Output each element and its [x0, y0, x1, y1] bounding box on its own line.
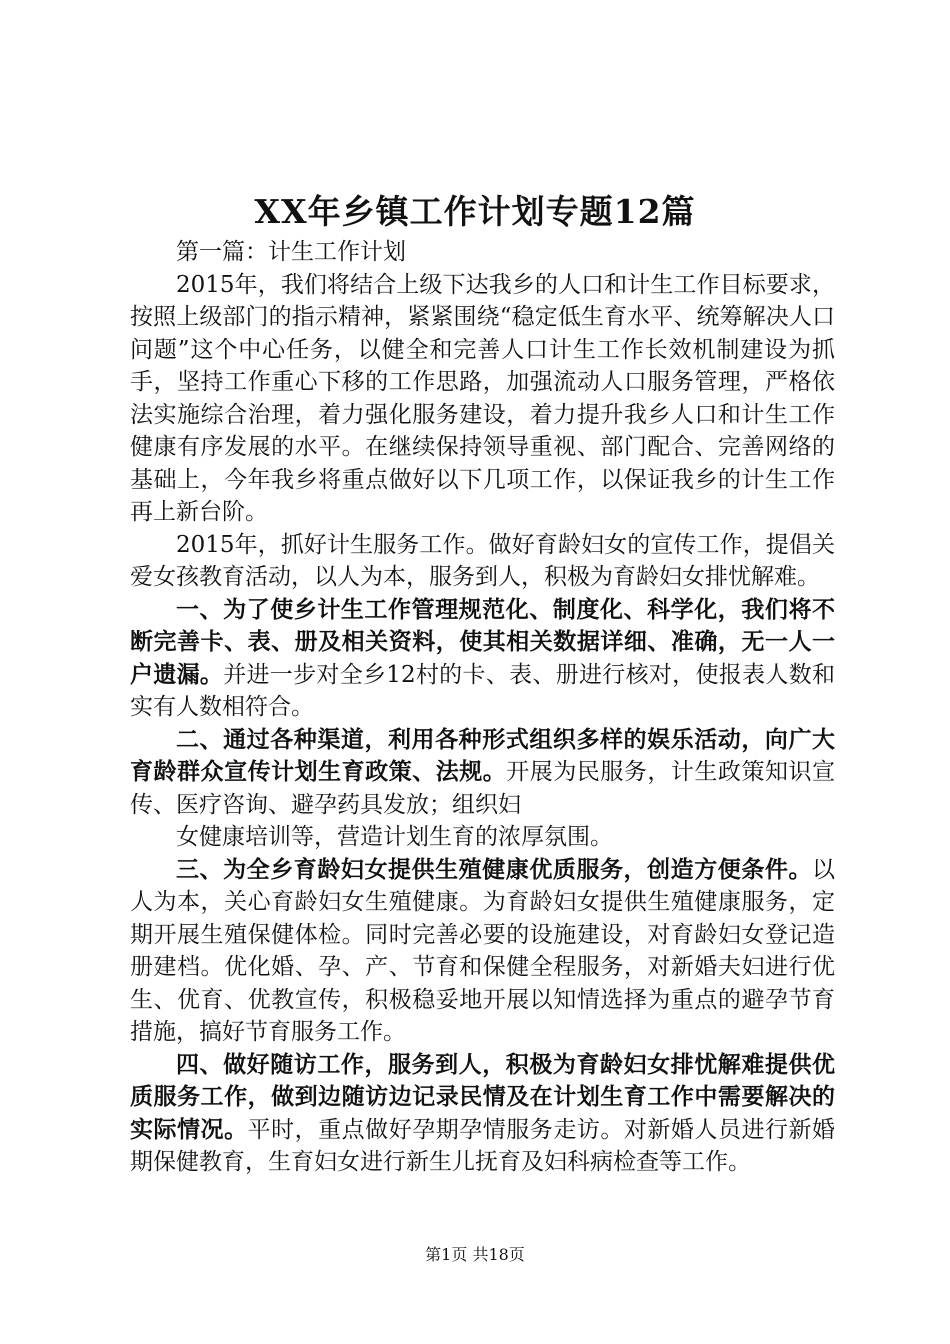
page-title: XX年乡镇工作计划专题12篇: [254, 192, 696, 231]
page-number: 第1页 共18页: [425, 1245, 525, 1264]
paragraph-text: 第一篇：计生工作计划: [176, 239, 406, 265]
paragraph-5: [130, 724, 835, 822]
paragraph-text: 开展为民服务，计生政策知识宣传、医疗咨询、避孕药具发放；组织妇: [130, 759, 836, 818]
paragraph-2: [130, 269, 835, 529]
paragraph-6: [130, 821, 835, 854]
document-body: [130, 236, 835, 1179]
paragraph-text: 2015年，我们将结合上级下达我乡的人口和计生工作目标要求，按照上级部门的指示精神，紧紧围绕“稳定低生育水平、统筹解决人口问题”这个中心任务，以健全和完善人口计生工作长效机制建设为抓手，坚持工作重心下移的工作思路，加强流动人口服务管理，严格依法实施综合治理，着力强化服务建设，着力提升我乡人口和计生工作健康有序发展的水平。在继续保持领导重视、部门配合、完善网络的基础上，今年我乡将重点做好以下几项工作，以保证我乡的计生工作再上新台阶。: [130, 271, 835, 525]
paragraph-4: [130, 594, 835, 724]
paragraph-3: [130, 529, 835, 594]
paragraph-text: 并进一步对全乡12村的卡、表、册进行核对，使报表人数和实有人数相符合。: [130, 661, 835, 720]
paragraph-7: [130, 854, 835, 1049]
paragraph-text: 以人为本，关心育龄妇女生殖健康。为育龄妇女提供生殖健康服务，定期开展生殖保健体检。同时完善必要的设施建设，对育龄妇女登记造册建档。优化婚、孕、产、节育和保健全程服务，对新婚夫妇进行优生、优育、优教宣传，积极稳妥地开展以知情选择为重点的避孕节育措施，搞好节育服务工作。: [130, 856, 835, 1045]
paragraph-1: [130, 236, 835, 269]
paragraph-lead: 一、为了使乡计生工作管理规范化、制度化、科学化，我们将不断完善卡、表、册及相关资料，使其相关数据详细、准确，无一人一户遗漏。: [130, 595, 835, 688]
paragraph-lead: 二、通过各种渠道，利用各种形式组织多样的娱乐活动，向广大育龄群众宣传计划生育政策、法规。: [130, 725, 835, 785]
paragraph-8: [130, 1049, 835, 1179]
paragraph-text: 2015年，抓好计生服务工作。做好育龄妇女的宣传工作，提倡关爱女孩教育活动，以人为本，服务到人，积极为育龄妇女排忧解难。: [130, 531, 835, 590]
paragraph-lead: 三、为全乡育龄妇女提供生殖健康优质服务，创造方便条件。: [176, 855, 812, 883]
paragraph-lead: 四、做好随访工作，服务到人，积极为育龄妇女排忧解难提供优质服务工作，做到边随访边记录民情及在计划生育工作中需要解决的实际情况。: [130, 1050, 835, 1143]
paragraph-text: 平时，重点做好孕期孕情服务走访。对新婚人员进行新婚期保健教育，生育妇女进行新生儿抚育及妇科病检查等工作。: [130, 1116, 836, 1175]
paragraph-text: 女健康培训等，营造计划生育的浓厚氛围。: [176, 824, 613, 850]
